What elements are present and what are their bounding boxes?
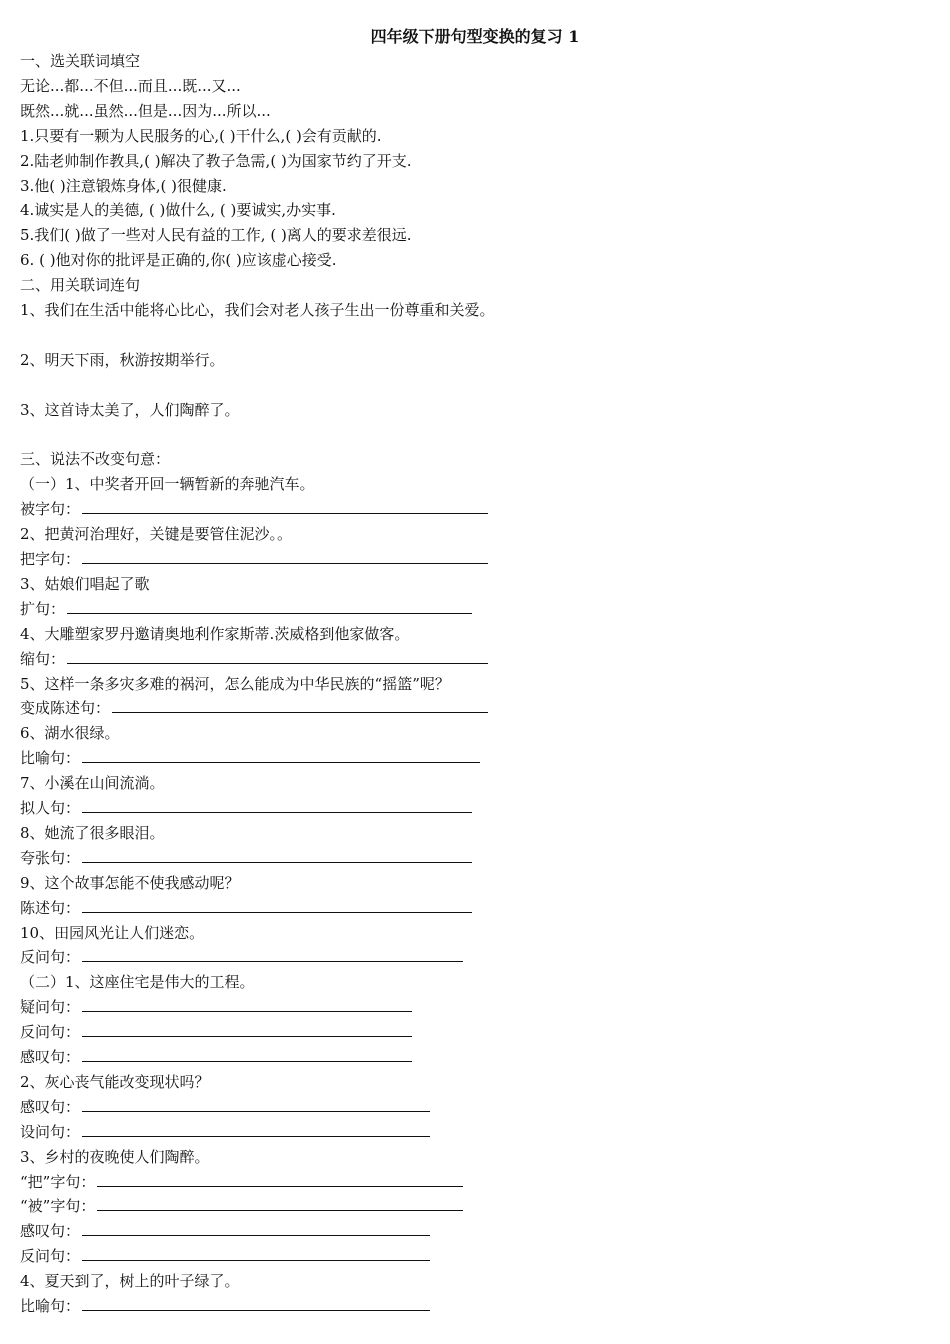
text-line: 6. ( )他对你的批评是正确的,你( )应该虚心接受. [20, 251, 337, 269]
text-line: 4、大雕塑家罗丹邀请奥地利作家斯蒂.茨威格到他家做客。 [20, 625, 410, 643]
text-line: 9、这个故事怎能不使我感动呢？ [20, 874, 240, 892]
answer-line [20, 1020, 412, 1044]
answer-label: “把”字句： [20, 1173, 96, 1191]
answer-line [20, 597, 472, 621]
text-line: 7、小溪在山间流淌。 [20, 774, 165, 792]
text-line: （一）1、中奖者开回一辆暂新的奔驰汽车。 [20, 475, 315, 493]
answer-line [20, 1219, 430, 1243]
text-line: 1、我们在生活中能将心比心，我们会对老人孩子生出一份尊重和关爱。 [20, 301, 495, 319]
answer-blank[interactable] [82, 1219, 430, 1236]
answer-label: 被字句： [20, 500, 81, 518]
text-line: 10、田园风光让人们迷恋。 [20, 924, 205, 942]
page-title: 四年级下册句型变换的复习 1 [370, 27, 580, 46]
answer-label: 反问句： [20, 948, 81, 966]
answer-blank[interactable] [82, 1294, 430, 1311]
answer-blank[interactable] [82, 995, 412, 1012]
text-line: 2.陆老帅制作教具,( )解决了教子急需,( )为国家节约了开支. [20, 152, 412, 170]
answer-label: 设问句： [20, 1123, 81, 1141]
answer-line [20, 896, 472, 920]
answer-blank[interactable] [97, 1194, 463, 1211]
text-line: 3.他( )注意锻炼身体,( )很健康. [20, 177, 227, 195]
answer-line [20, 1045, 412, 1069]
answer-blank[interactable] [67, 597, 472, 614]
text-line: 8、她流了很多眼泪。 [20, 824, 165, 842]
answer-blank[interactable] [82, 746, 480, 763]
answer-blank[interactable] [82, 945, 463, 962]
answer-line [20, 945, 463, 969]
answer-line [20, 647, 488, 671]
text-line: 4.诚实是人的美德, ( )做什么, ( )要诚实,办实事. [20, 201, 336, 219]
text-line: 5、这样一条多灾多难的祸河，怎么能成为中华民族的“摇篮”呢？ [20, 675, 450, 693]
text-line: 4、夏天到了，树上的叶子绿了。 [20, 1272, 240, 1290]
text-line: 既然...就...虽然...但是...因为...所以... [20, 102, 271, 120]
text-line: 无论...都...不但...而且...既...又... [20, 77, 241, 95]
answer-label: 疑问句： [20, 998, 81, 1016]
answer-line [20, 1120, 430, 1144]
answer-label: 缩句： [20, 650, 66, 668]
answer-line [20, 497, 488, 521]
answer-line [20, 1170, 463, 1194]
answer-label: 感叹句： [20, 1222, 81, 1240]
answer-line [20, 796, 472, 820]
text-line: 3、这首诗太美了，人们陶醉了。 [20, 401, 240, 419]
text-line: 三、说法不改变句意： [20, 450, 171, 468]
answer-blank[interactable] [82, 1020, 412, 1037]
text-line: 2、明天下雨，秋游按期举行。 [20, 351, 225, 369]
answer-line [20, 1244, 430, 1268]
answer-blank[interactable] [82, 796, 472, 813]
answer-line [20, 1194, 463, 1218]
answer-label: 比喻句： [20, 1297, 81, 1315]
text-line: 1.只要有一颗为人民服务的心,( )干什么,( )会有贡献的. [20, 127, 382, 145]
answer-blank[interactable] [112, 696, 488, 713]
answer-label: “被”字句： [20, 1197, 96, 1215]
answer-label: 把字句： [20, 550, 81, 568]
answer-line [20, 1294, 430, 1318]
answer-line [20, 547, 488, 571]
answer-label: 反问句： [20, 1023, 81, 1041]
answer-label: 感叹句： [20, 1098, 81, 1116]
answer-label: 陈述句： [20, 899, 81, 917]
answer-label: 拟人句： [20, 799, 81, 817]
answer-label: 变成陈述句： [20, 699, 111, 717]
answer-label: 反问句： [20, 1247, 81, 1265]
answer-label: 夸张句： [20, 849, 81, 867]
text-line: （二）1、这座住宅是伟大的工程。 [20, 973, 255, 991]
text-line: 一、选关联词填空 [20, 52, 141, 70]
answer-blank[interactable] [82, 1095, 430, 1112]
answer-blank[interactable] [82, 547, 488, 564]
answer-label: 感叹句： [20, 1048, 81, 1066]
answer-blank[interactable] [82, 497, 488, 514]
text-line: 二、用关联词连句 [20, 276, 141, 294]
answer-line [20, 1095, 430, 1119]
answer-blank[interactable] [82, 1045, 412, 1062]
answer-line [20, 995, 412, 1019]
answer-label: 扩句： [20, 600, 66, 618]
answer-blank[interactable] [67, 647, 488, 664]
answer-blank[interactable] [82, 1120, 430, 1137]
answer-blank[interactable] [97, 1170, 463, 1187]
answer-line [20, 846, 472, 870]
text-line: 2、灰心丧气能改变现状吗？ [20, 1073, 210, 1091]
text-line: 6、湖水很绿。 [20, 724, 120, 742]
answer-blank[interactable] [82, 1244, 430, 1261]
answer-line [20, 746, 480, 770]
answer-blank[interactable] [82, 896, 472, 913]
answer-label: 比喻句： [20, 749, 81, 767]
text-line: 3、乡村的夜晚使人们陶醉。 [20, 1148, 210, 1166]
text-line: 2、把黄河治理好，关键是要管住泥沙。。 [20, 525, 293, 543]
answer-line [20, 696, 488, 720]
text-line: 5.我们( )做了一些对人民有益的工作, ( )离人的要求差很远. [20, 226, 412, 244]
text-line: 3、姑娘们唱起了歌 [20, 575, 150, 593]
answer-blank[interactable] [82, 846, 472, 863]
